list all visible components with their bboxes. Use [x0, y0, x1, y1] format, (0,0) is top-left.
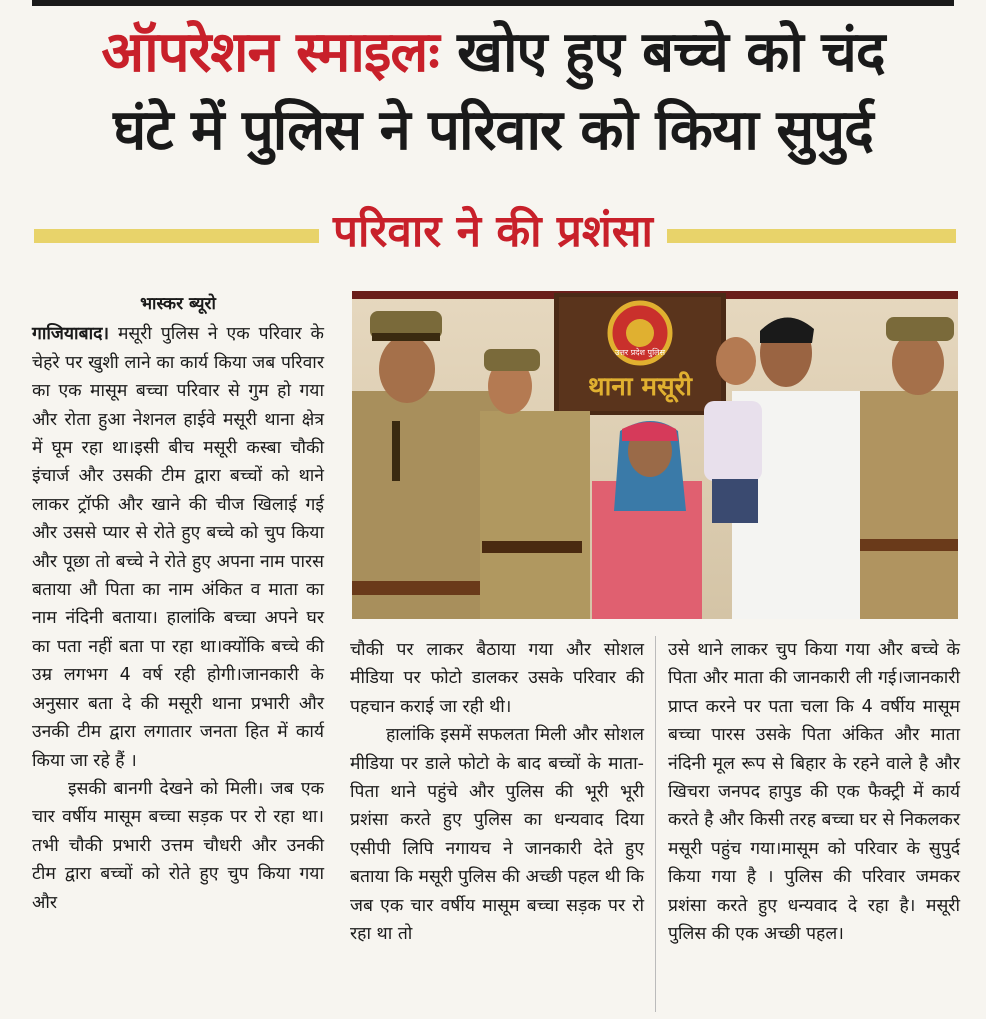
police-station-board: [554, 293, 726, 415]
column-divider: [655, 636, 656, 1012]
headline-red-part: ऑपरेशन स्माइलः: [101, 20, 439, 85]
article-column-1: [32, 290, 324, 917]
paragraph-3: चौकी पर लाकर बैठाया गया और सोशल मीडिया पर फोटो डालकर उसके परिवार की पहचान कराई जा रही थी।: [350, 640, 644, 717]
paragraph-1-text: मसूरी पुलिस ने एक परिवार के चेहरे पर खुशी लाने का कार्य किया जब परिवार का एक मासूम बच्चा परिवार से गुम हो गया और रोता हुआ नेशनल हाईवे मसूरी थाना क्षेत्र में घूम रहा था।इसी बीच मसूरी कस्बा चौकी इंचार्ज और उसकी टीम द्वारा बच्चों को थाने लाकर ट्रॉफी और खाने की चीज खिलाई गई और उससे प्यार से रोते हुए बच्चे को चुप किया और पूछा तो बच्चे ने रोते हुए अपना नाम पारस बताया औ पिता का नाम अंकित व माता का नाम नंदिनी बताया। हालांकि बच्चा अपने घर का पता नहीं बता पा रहा था।क्योंकि बच्चे की उम्र लगभग 4 वर्ष रही होगी।जानकारी के अनुसार बता दे की मसूरी थाना प्रभारी और उनकी टीम द्वारा लगातार जनता हित में कार्य किया जा रहे हैं ।: [32, 324, 324, 771]
article-column-2: [350, 636, 644, 948]
paragraph-5: उसे थाने लाकर चुप किया गया और बच्चे के पिता और माता की जानकारी ली गई।जानकारी प्राप्त करने पर पता चला कि 4 वर्षीय मासूम बच्चा पारस उसके पिता अंकित और माता नंदिनी मूल रूप से बिहार के रहने वाले है और खिचरा जनपद हापुड की एक फैक्ट्री में कार्य करते है और किसी तरह बच्चा घर से निकलकर मसूरी पहुंच गया।मासूम को परिवार के सुपुर्द किया गया है । पुलिस की परिवार जमकर प्रशंसा करते हुए धन्यवाद दे रहा है। मसूरी पुलिस की एक अच्छी पहल।: [668, 640, 960, 945]
board-station-name: थाना मसूरी: [587, 372, 693, 402]
paragraph-1: [32, 320, 324, 775]
byline: भास्कर ब्यूरो: [140, 294, 216, 314]
subheadline: [0, 200, 986, 264]
board-emblem-text: उत्तर प्रदेश पुलिस: [615, 348, 665, 357]
news-photo: [352, 291, 958, 619]
dateline-city: गाजियाबाद।: [32, 324, 110, 345]
paragraph-2: इसकी बानगी देखने को मिली। जब एक चार वर्षीय मासूम बच्चा सड़क पर रो रहा था।तभी चौकी प्रभारी उत्तम चौधरी और उनकी टीम द्वारा बच्चों को रोते हुए चुप किया गया और: [32, 778, 324, 913]
paragraph-4: हालांकि इसमें सफलता मिली और सोशल मीडिया पर डाले फोटो के बाद बच्चों के माता-पिता थाने पहुंचे और पुलिस की भूरी भूरी प्रशंसा करते हुए पुलिस का धन्यवाद दिया एसीपी लिपि नगायच ने जानकारी देते हुए बताया कि मसूरी पुलिस की अच्छी पहल थी कि जब एक चार वर्षीय मासूम बच्चा सड़क पर रो रहा था तो: [350, 725, 644, 945]
top-rule: [32, 0, 954, 6]
article-column-3: [668, 636, 960, 948]
subheadline-text: परिवार ने की प्रशंसा: [319, 200, 667, 264]
headline-line-1: [20, 18, 966, 88]
headline-line1-rest: खोए हुए बच्चे को चंद: [438, 20, 885, 85]
headline-line-2: घंटे में पुलिस ने परिवार को किया सुपुर्द: [113, 98, 873, 163]
